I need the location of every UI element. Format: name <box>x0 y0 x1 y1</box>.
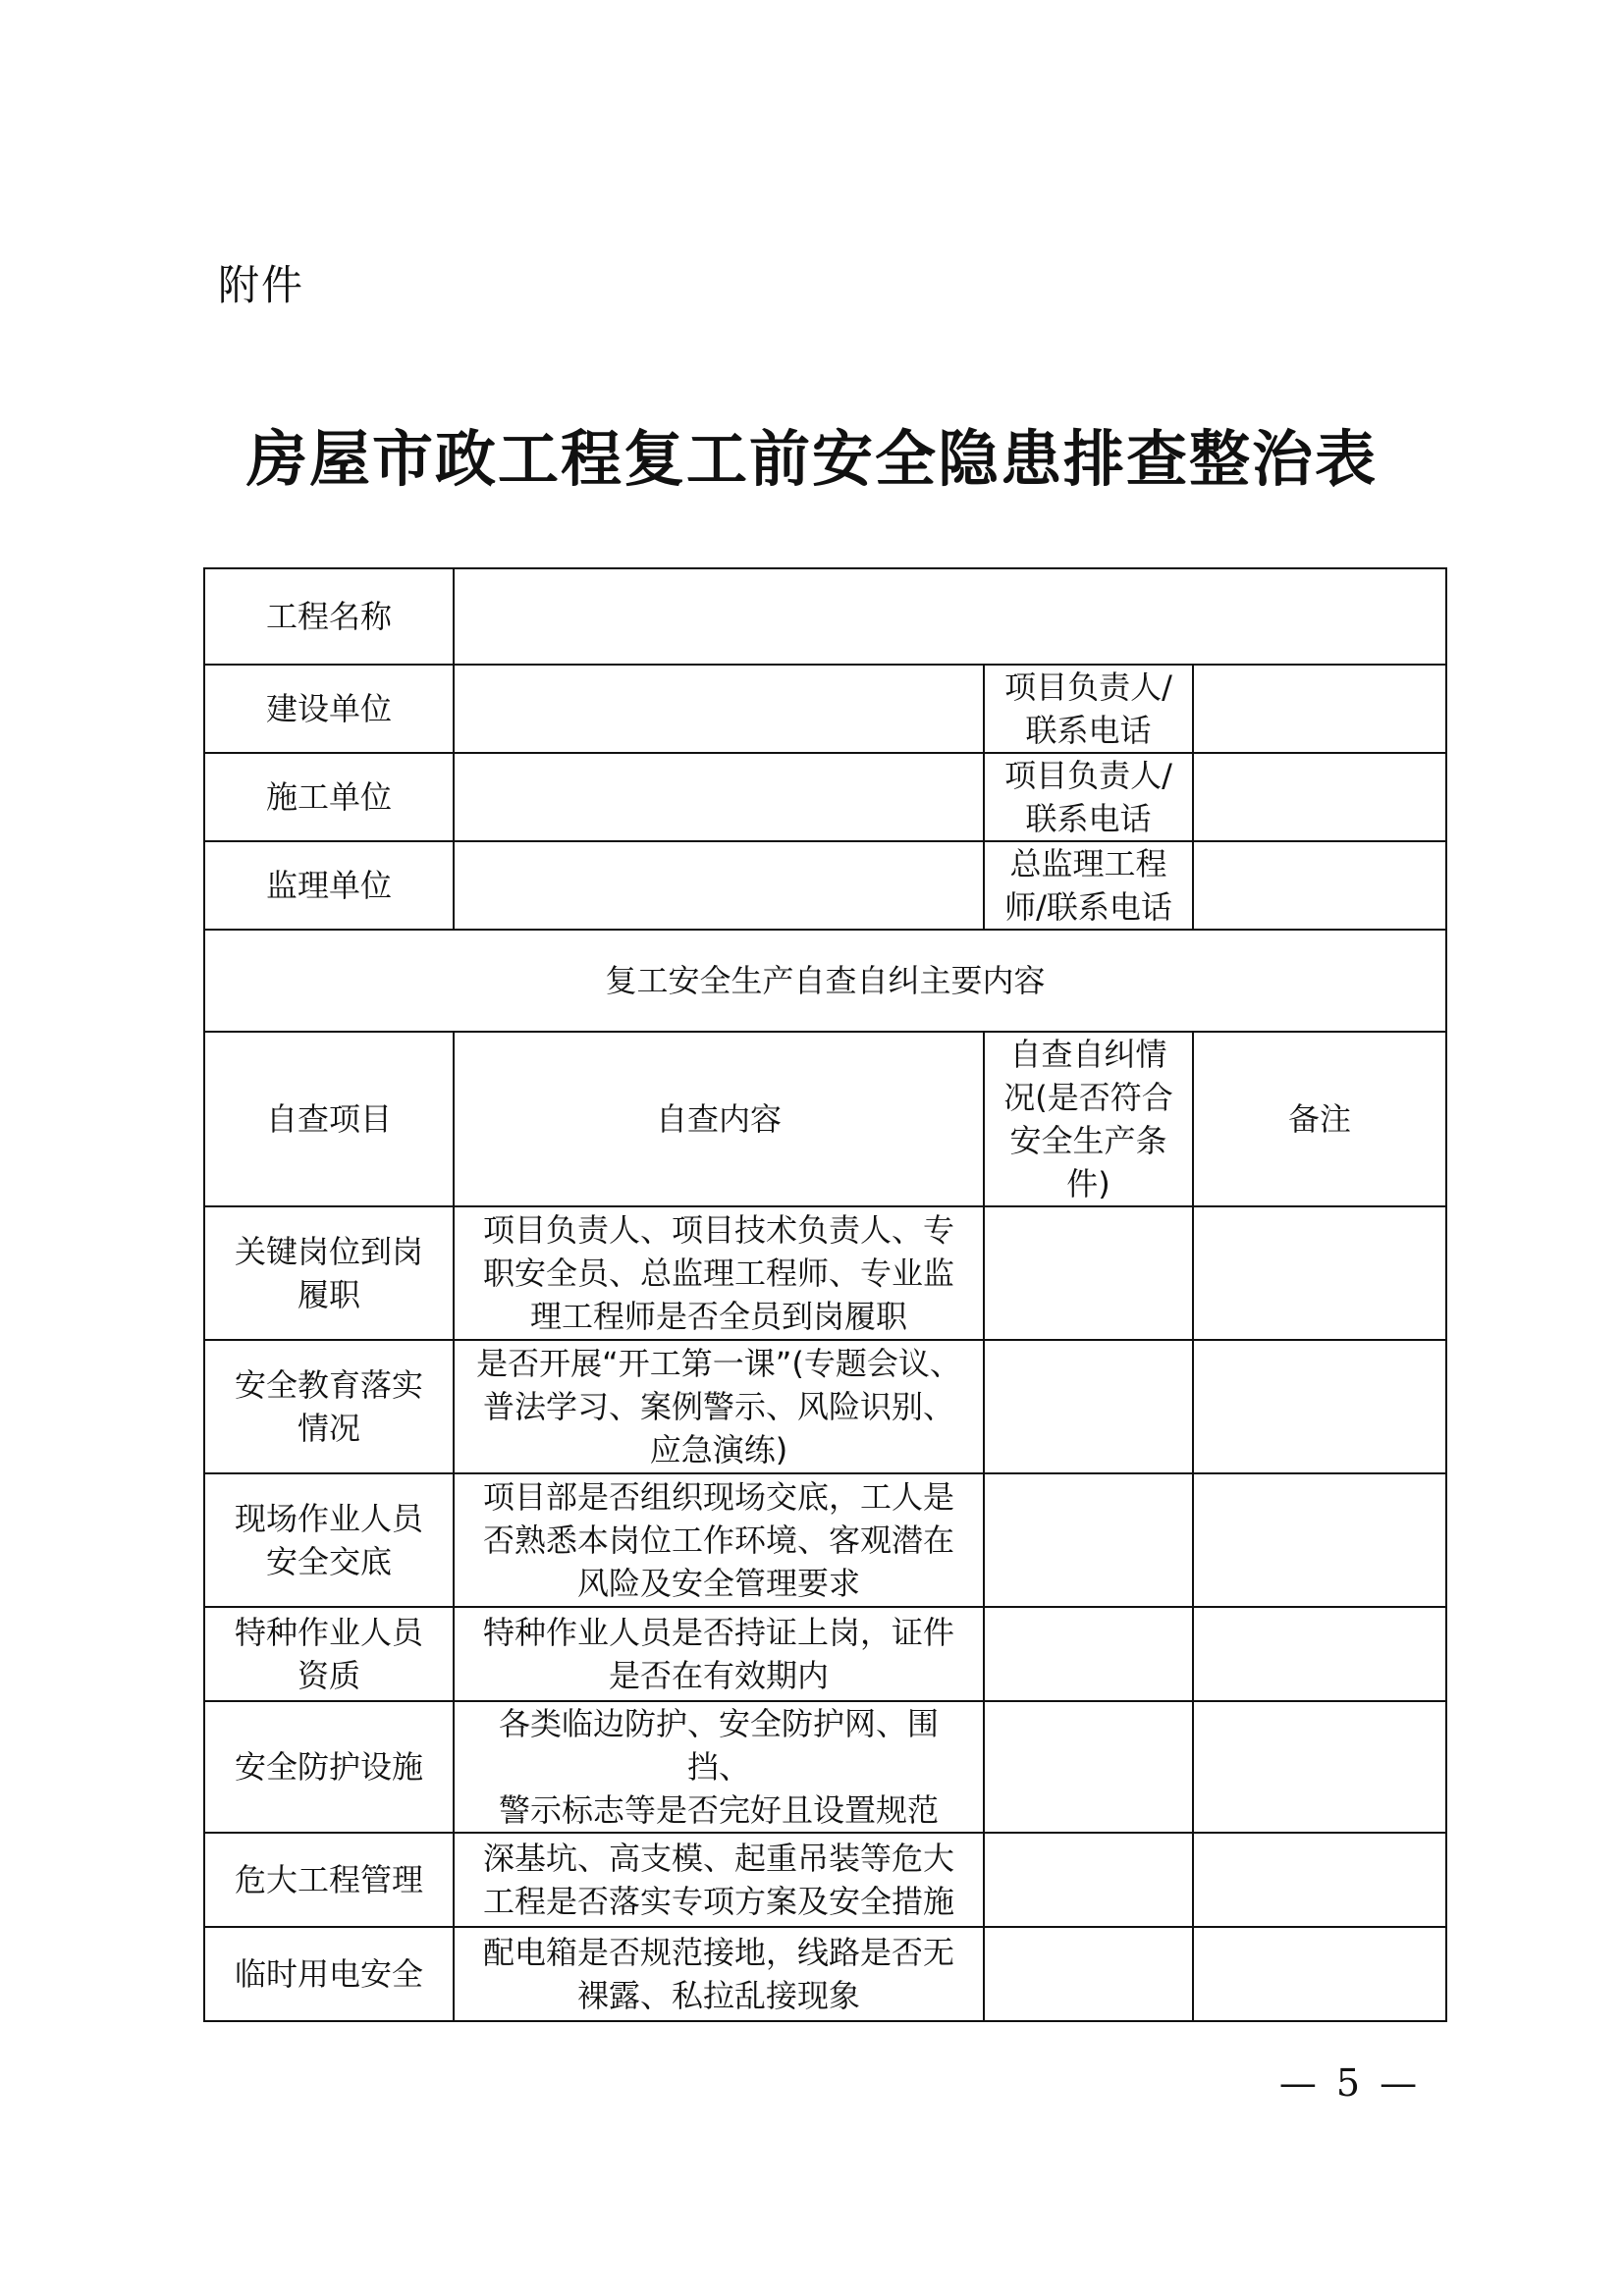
check-item-line: 临时用电安全 <box>234 1955 423 1993</box>
status-header-line: 自查自纠情 <box>1009 1036 1167 1073</box>
check-content-line: 普法学习、案例警示、风险识别、 <box>482 1388 954 1425</box>
builder-unit-contact-value[interactable] <box>1193 753 1446 841</box>
check-content-line: 特种作业人员是否持证上岗，证件 <box>482 1614 954 1651</box>
table-row <box>204 1206 1446 1340</box>
contact-label-line: 总监理工程 <box>1009 845 1167 882</box>
status-header-line: 安全生产条 <box>1009 1122 1167 1159</box>
check-item <box>204 1607 454 1701</box>
check-item-line: 情况 <box>297 1410 360 1447</box>
table-row <box>204 1473 1446 1607</box>
attachment-label: 附件 <box>218 261 305 309</box>
check-remark[interactable] <box>1193 1340 1446 1473</box>
builder-unit-contact-label <box>984 753 1193 841</box>
check-content-line: 是否在有效期内 <box>608 1657 829 1694</box>
check-content <box>454 1206 984 1340</box>
table-row <box>204 1340 1446 1473</box>
supervision-unit-contact-value[interactable] <box>1193 841 1446 930</box>
check-content-line: 是否开展“开工第一课”(专题会议、 <box>476 1345 961 1382</box>
status-header-line: 况(是否符合 <box>1003 1079 1173 1116</box>
contact-label-line: 项目负责人/ <box>1004 757 1172 794</box>
supervision-unit-label: 监理单位 <box>204 841 454 930</box>
check-item-line: 危大工程管理 <box>234 1861 423 1898</box>
check-content-line: 理工程师是否全员到岗履职 <box>529 1298 907 1335</box>
check-content-line: 裸露、私拉乱接现象 <box>576 1977 860 2014</box>
check-item-line: 资质 <box>297 1657 360 1694</box>
check-item-line: 安全防护设施 <box>234 1748 423 1786</box>
table-row <box>204 1927 1446 2021</box>
construction-unit-label: 建设单位 <box>204 665 454 753</box>
project-name-label: 工程名称 <box>204 568 454 665</box>
check-remark[interactable] <box>1193 1607 1446 1701</box>
check-content <box>454 1833 984 1927</box>
document-title: 房屋市政工程复工前安全隐患排查整治表 <box>245 423 1378 495</box>
check-content <box>454 1607 984 1701</box>
check-status[interactable] <box>984 1340 1193 1473</box>
check-content <box>454 1473 984 1607</box>
construction-unit-value[interactable] <box>454 665 984 753</box>
table-row <box>204 1607 1446 1701</box>
status-header-line: 件) <box>1066 1165 1110 1202</box>
check-status[interactable] <box>984 1927 1193 2021</box>
column-header-item: 自查项目 <box>204 1032 454 1206</box>
check-content <box>454 1701 984 1833</box>
check-content-line: 配电箱是否规范接地，线路是否无 <box>482 1934 954 1971</box>
check-status[interactable] <box>984 1206 1193 1340</box>
check-item <box>204 1473 454 1607</box>
builder-unit-label: 施工单位 <box>204 753 454 841</box>
check-content <box>454 1340 984 1473</box>
column-header-remark: 备注 <box>1193 1032 1446 1206</box>
inspection-table <box>203 567 1447 2022</box>
supervision-unit-value[interactable] <box>454 841 984 930</box>
column-header-content: 自查内容 <box>454 1032 984 1206</box>
construction-unit-row <box>204 665 1446 753</box>
check-remark[interactable] <box>1193 1833 1446 1927</box>
check-content-line: 应急演练) <box>649 1431 788 1468</box>
contact-label-line: 师/联系电话 <box>1004 888 1172 926</box>
check-item <box>204 1206 454 1340</box>
contact-label-line: 联系电话 <box>1025 712 1152 749</box>
contact-label-line: 项目负责人/ <box>1004 668 1172 706</box>
check-item-line: 关键岗位到岗 <box>234 1233 423 1270</box>
table-row <box>204 1833 1446 1927</box>
project-name-value[interactable] <box>454 568 1446 665</box>
check-content-line: 风险及安全管理要求 <box>576 1565 860 1602</box>
check-item-line: 安全交底 <box>265 1543 392 1580</box>
check-content-line: 各类临边防护、安全防护网、围挡、 <box>498 1705 939 1786</box>
construction-unit-contact-label <box>984 665 1193 753</box>
check-item-line: 安全教育落实 <box>234 1366 423 1404</box>
supervision-unit-contact-label <box>984 841 1193 930</box>
section-header-row <box>204 930 1446 1032</box>
page-number: — 5 — <box>1278 2061 1422 2105</box>
check-content-line: 否熟悉本岗位工作环境、客观潜在 <box>482 1522 954 1559</box>
check-remark[interactable] <box>1193 1927 1446 2021</box>
check-item-line: 履职 <box>297 1276 360 1313</box>
check-item <box>204 1340 454 1473</box>
contact-label-line: 联系电话 <box>1025 800 1152 837</box>
check-content-line: 项目负责人、项目技术负责人、专 <box>482 1211 954 1249</box>
check-content-line: 职安全员、总监理工程师、专业监 <box>482 1255 954 1292</box>
construction-unit-contact-value[interactable] <box>1193 665 1446 753</box>
builder-unit-row <box>204 753 1446 841</box>
check-content-line: 警示标志等是否完好且设置规范 <box>498 1791 939 1829</box>
check-remark[interactable] <box>1193 1473 1446 1607</box>
check-item <box>204 1833 454 1927</box>
check-item-line: 特种作业人员 <box>234 1614 423 1651</box>
check-status[interactable] <box>984 1833 1193 1927</box>
column-header-row <box>204 1032 1446 1206</box>
check-content-line: 工程是否落实专项方案及安全措施 <box>482 1883 954 1920</box>
column-header-status <box>984 1032 1193 1206</box>
check-content-line: 深基坑、高支模、起重吊装等危大 <box>482 1840 954 1877</box>
check-status[interactable] <box>984 1607 1193 1701</box>
check-remark[interactable] <box>1193 1206 1446 1340</box>
check-remark[interactable] <box>1193 1701 1446 1833</box>
section-header: 复工安全生产自查自纠主要内容 <box>204 930 1446 1032</box>
check-item-line: 现场作业人员 <box>234 1500 423 1537</box>
check-content <box>454 1927 984 2021</box>
check-item <box>204 1701 454 1833</box>
builder-unit-value[interactable] <box>454 753 984 841</box>
check-content-line: 项目部是否组织现场交底，工人是 <box>482 1478 954 1516</box>
table-row <box>204 1701 1446 1833</box>
check-status[interactable] <box>984 1473 1193 1607</box>
supervision-unit-row <box>204 841 1446 930</box>
project-name-row <box>204 568 1446 665</box>
check-item <box>204 1927 454 2021</box>
check-status[interactable] <box>984 1701 1193 1833</box>
